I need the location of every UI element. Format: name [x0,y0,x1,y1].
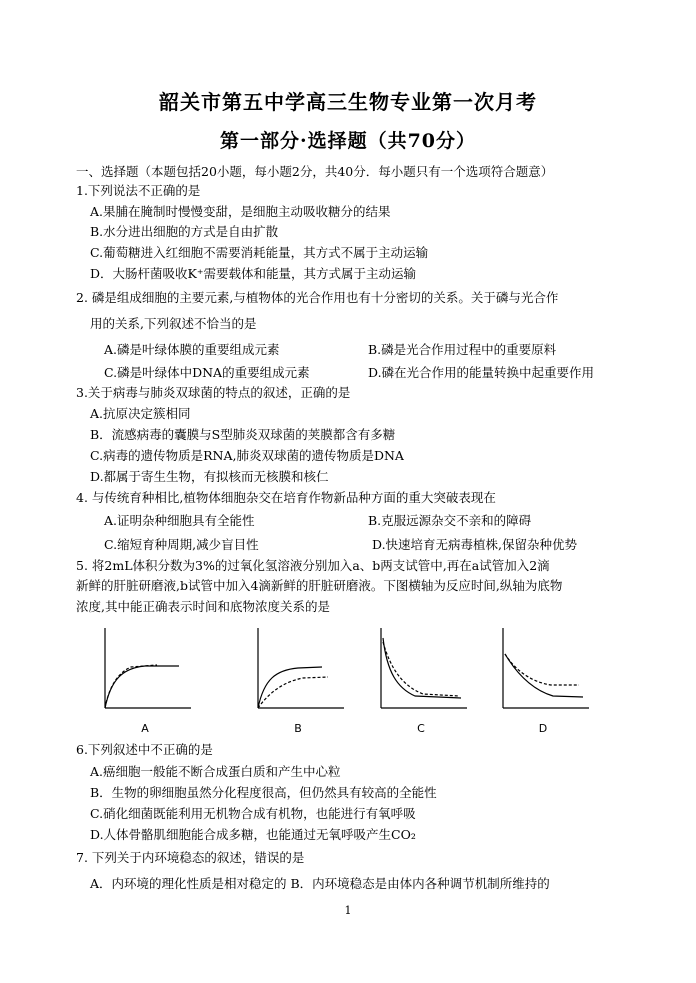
q7-options-ab: A．内环境的理化性质是相对稳定的 B．内环境稳态是由体内各种调节机制所维持的 [90,876,550,891]
section-intro: 一、选择题（本题包括20小题，每小题2分，共40分．每小题只有一个选项符合题意） [76,164,554,179]
section-subtitle: 第一部分·选择题（共70分） [219,130,477,152]
graph-c-label: C [417,722,425,735]
q1-option-a: A.果脯在腌制时慢慢变甜，是细胞主动吸收糖分的结果 [90,204,391,219]
q2-stem-2: 用的关系,下列叙述不恰当的是 [90,316,257,331]
graph-b-label: B [294,722,302,735]
graph-a-label: A [141,722,149,735]
q1-option-c: C.葡萄糖进入红细胞不需要消耗能量，其方式不属于主动运输 [90,245,429,260]
q6-option-c: C.硝化细菌既能利用无机物合成有机物，也能进行有氧呼吸 [90,806,416,821]
graph-d-label: D [538,722,548,735]
graph-d-plot [493,624,593,724]
q3-option-b: B．流感病毒的囊膜与S型肺炎双球菌的荚膜都含有多糖 [90,427,396,442]
q2-stem-1: 2. 磷是组成细胞的主要元素,与植物体的光合作用也有十分密切的关系。关于磷与光合作 [76,290,559,305]
q1-option-b: B.水分进出细胞的方式是自由扩散 [90,224,279,239]
q1-stem: 1.下列说法不正确的是 [76,183,201,198]
q3-option-a: A.抗原决定簇相同 [90,406,191,421]
q2-option-c: C.磷是叶绿体中DNA的重要组成元素 [104,365,310,380]
q5-stem-1: 5. 将2mL体积分数为3%的过氧化氢溶液分别加入a、b两支试管中,再在a试管加入2滴 [76,558,550,573]
q6-stem: 6.下列叙述中不正确的是 [76,742,213,757]
page-number: 1 [344,904,352,917]
q4-option-a: A.证明杂种细胞具有全能性 [104,513,255,528]
q6-option-d: D.人体骨骼肌细胞能合成多糖，也能通过无氧呼吸产生CO₂ [90,827,416,842]
q4-option-c: C.缩短育种周期,减少盲目性 [104,537,259,552]
q5-graph-c [371,624,471,740]
q5-stem-2: 新鲜的肝脏研磨液,b试管中加入4滴新鲜的肝脏研磨液。下图横轴为反应时间,纵轴为底物 [76,578,563,593]
q2-option-d: D.磷在光合作用的能量转换中起重要作用 [368,365,595,380]
q2-option-b: B.磷是光合作用过程中的重要原料 [368,342,557,357]
q3-stem: 3.关于病毒与肺炎双球菌的特点的叙述，正确的是 [76,385,351,400]
q5-graph-b [248,624,348,740]
q5-graph-a [95,624,195,740]
q6-option-b: B．生物的卵细胞虽然分化程度很高，但仍然具有较高的全能性 [90,785,437,800]
graph-c-plot [371,624,471,724]
q4-option-d: D.快速培育无病毒植株,保留杂种优势 [372,537,578,552]
q4-option-b: B.克服远源杂交不亲和的障碍 [368,513,532,528]
q5-graph-d [493,624,593,740]
page-title: 韶关市第五中学高三生物专业第一次月考 [159,90,537,114]
q6-option-a: A.癌细胞一般能不断合成蛋白质和产生中心粒 [90,764,341,779]
q4-stem: 4. 与传统育种相比,植物体细胞杂交在培育作物新品种方面的重大突破表现在 [76,490,496,505]
graph-b-plot [248,624,348,724]
q5-stem-3: 浓度,其中能正确表示时间和底物浓度关系的是 [76,599,330,614]
q2-option-a: A.磷是叶绿体膜的重要组成元素 [104,342,280,357]
q3-option-c: C.病毒的遗传物质是RNA,肺炎双球菌的遗传物质是DNA [90,448,404,463]
q7-stem: 7. 下列关于内环境稳态的叙述，错误的是 [76,850,305,865]
q3-option-d: D.都属于寄生生物，有拟核而无核膜和核仁 [90,469,329,484]
q1-option-d: D．大肠杆菌吸收K⁺需要载体和能量，其方式属于主动运输 [90,266,416,281]
graph-a-plot [95,624,195,724]
